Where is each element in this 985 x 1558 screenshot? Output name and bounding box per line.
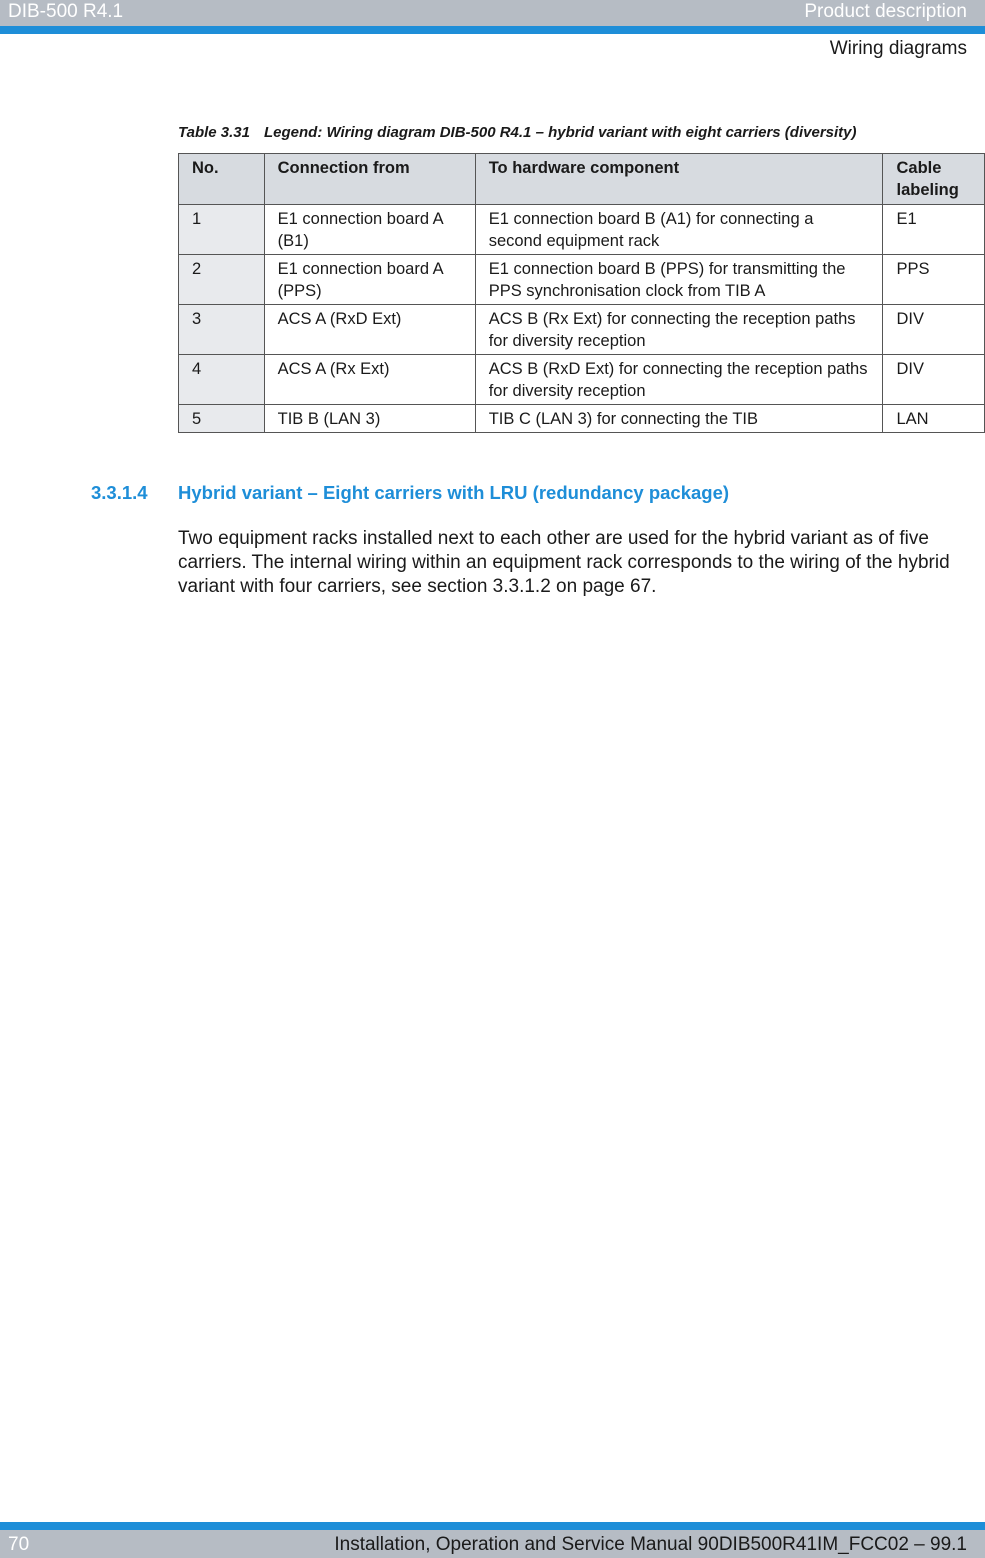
table-row [179,255,985,305]
cell-cable-labeling: DIV [883,355,985,405]
header-chapter-title: Product description [804,1,967,22]
header-to-hardware-component: To hardware component [475,154,883,205]
header-connection-from: Connection from [264,154,475,205]
header-no: No. [179,154,265,205]
cell-connection-from: E1 connection board A (B1) [264,205,475,255]
cell-connection-from: E1 connection board A (PPS) [264,255,475,305]
table-row [179,405,985,433]
cell-no: 1 [179,205,265,255]
header-section-title: Wiring diagrams [829,38,967,59]
table-caption-title: Legend: Wiring diagram DIB-500 R4.1 – hybrid variant with eight carriers (diversity) [263,124,857,141]
table-row [179,305,985,355]
body-paragraph: Two equipment racks installed next to each other are used for the hybrid variant as of five carriers. The internal wiring within an equipment rack corresponds to the wiring of the hybrid variant with four carriers, see section 3.3.1.2 on page 67. [178,528,950,597]
cell-connection-from: TIB B (LAN 3) [264,405,475,433]
cell-connection-from: ACS A (RxD Ext) [264,305,475,355]
footer-accent-stripe [0,1522,985,1530]
footer-page-number: 70 [8,1534,30,1555]
table-caption [178,124,857,141]
table-row [179,355,985,405]
cell-to-hardware-component: TIB C (LAN 3) for connecting the TIB [475,405,883,433]
cell-to-hardware-component: ACS B (Rx Ext) for connecting the reception paths for diversity reception [475,305,883,355]
footer-doc-title: Installation, Operation and Service Manual 90DIB500R41IM_FCC02 – 99.1 [334,1534,967,1555]
cell-cable-labeling: PPS [883,255,985,305]
cell-to-hardware-component: E1 connection board B (A1) for connecting a second equipment rack [475,205,883,255]
header-cable-labeling: Cable labeling [883,154,985,205]
table-header-row [179,154,985,205]
cell-cable-labeling: E1 [883,205,985,255]
table-row [179,205,985,255]
cell-connection-from: ACS A (Rx Ext) [264,355,475,405]
header-accent-stripe [0,26,985,34]
cell-no: 5 [179,405,265,433]
cell-to-hardware-component: E1 connection board B (PPS) for transmitting the PPS synchronisation clock from TIB A [475,255,883,305]
legend-table [178,153,985,433]
section-heading [91,482,729,504]
cell-cable-labeling: LAN [883,405,985,433]
cell-no: 4 [179,355,265,405]
cell-to-hardware-component: ACS B (RxD Ext) for connecting the reception paths for diversity reception [475,355,883,405]
header-doc-title: DIB-500 R4.1 [8,1,124,22]
section-number: 3.3.1.4 [91,482,148,503]
cell-cable-labeling: DIV [883,305,985,355]
table-caption-number: Table 3.31 [178,124,250,141]
cell-no: 3 [179,305,265,355]
section-title: Hybrid variant – Eight carriers with LRU (redundancy package) [178,482,730,503]
cell-no: 2 [179,255,265,305]
